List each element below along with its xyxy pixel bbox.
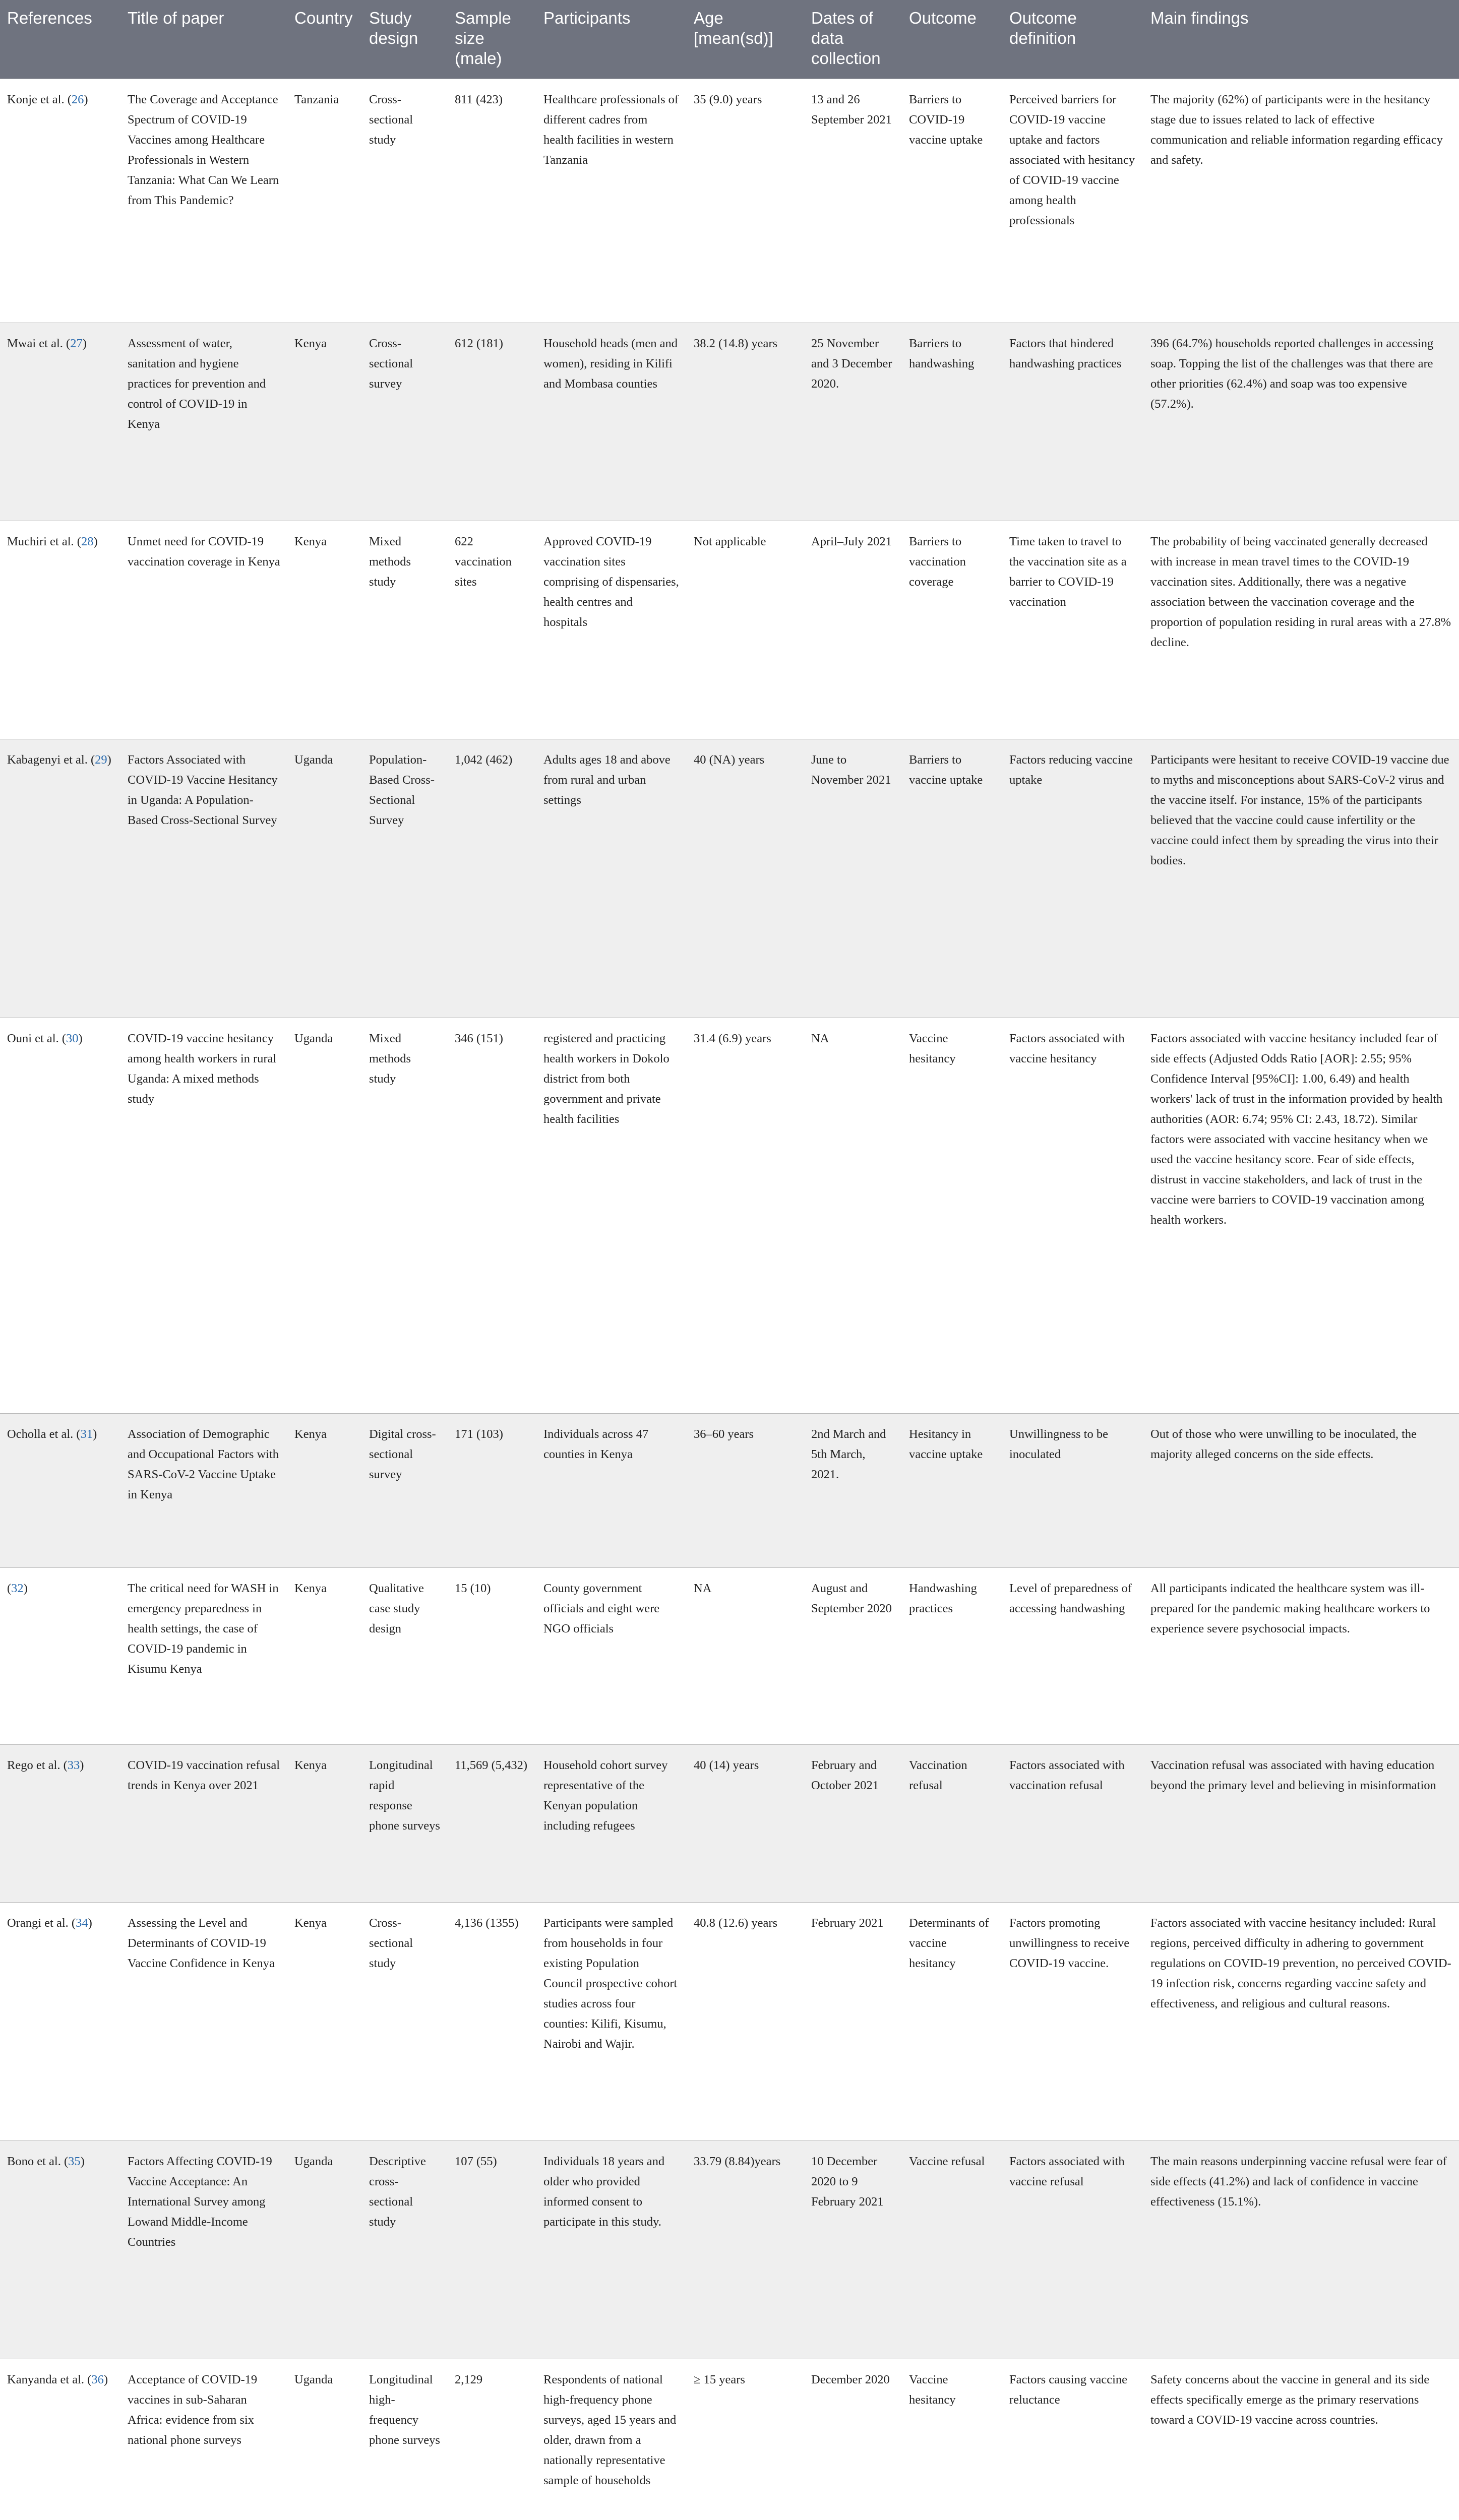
- cell-country: Kenya: [287, 521, 362, 739]
- table-row: [0, 521, 1459, 739]
- header-outcome-definition: Outcome definition: [1002, 0, 1143, 79]
- reference-author: Ouni et al. (: [7, 1031, 67, 1045]
- cell-participants: County government officials and eight were NGO officials: [536, 1567, 687, 1744]
- table-row: [0, 1018, 1459, 1413]
- cell-reference: [0, 1567, 120, 1744]
- cell-participants: Participants were sampled from households in four existing Population Council prospective cohort studies across four counties: Kilifi, Kisumu, Nairobi and Wajir.: [536, 1902, 687, 2140]
- header-study-design: Study design: [362, 0, 448, 79]
- cell-country: Uganda: [287, 2140, 362, 2359]
- cell-sample-size: 811 (423): [448, 79, 536, 323]
- cell-outcome: Barriers to vaccination coverage: [902, 521, 1002, 739]
- cell-main-findings: 396 (64.7%) households reported challenges in accessing soap. Topping the list of the challenges was that there are other priorities (62.4%) and soap was too expensive (57.2%).: [1143, 323, 1459, 521]
- cell-outcome: Vaccine hesitancy: [902, 1018, 1002, 1413]
- cell-outcome-definition: Unwillingness to be inoculated: [1002, 1413, 1143, 1567]
- cell-sample-size: 11,569 (5,432): [448, 1744, 536, 1902]
- header-main-findings: Main findings: [1143, 0, 1459, 79]
- cell-participants: registered and practicing health workers in Dokolo district from both government and private health facilities: [536, 1018, 687, 1413]
- table-row: [0, 1744, 1459, 1902]
- cell-reference: [0, 2359, 120, 2520]
- cell-age: 38.2 (14.8) years: [687, 323, 804, 521]
- cell-study-design: Cross-sectional survey: [362, 323, 448, 521]
- cell-country: Kenya: [287, 1744, 362, 1902]
- cell-title: The critical need for WASH in emergency preparedness in health settings, the case of COVID-19 pandemic in Kisumu Kenya: [120, 1567, 287, 1744]
- cell-outcome: Barriers to COVID-19 vaccine uptake: [902, 79, 1002, 323]
- reference-author: Mwai et al. (: [7, 336, 71, 350]
- cell-title: Acceptance of COVID-19 vaccines in sub-Saharan Africa: evidence from six national phone surveys: [120, 2359, 287, 2520]
- cell-study-design: Qualitative case study design: [362, 1567, 448, 1744]
- reference-author: Konje et al. (: [7, 92, 72, 106]
- header-references: References: [0, 0, 120, 79]
- cell-dates: April–July 2021: [804, 521, 902, 739]
- cell-sample-size: 15 (10): [448, 1567, 536, 1744]
- reference-close: ): [88, 1916, 92, 1930]
- header-country: Country: [287, 0, 362, 79]
- cell-outcome-definition: Level of preparedness of accessing handwashing: [1002, 1567, 1143, 1744]
- table-row: [0, 1902, 1459, 2140]
- cell-title: Factors Affecting COVID-19 Vaccine Acceptance: An International Survey among Lowand Middle-Income Countries: [120, 2140, 287, 2359]
- cell-dates: February 2021: [804, 1902, 902, 2140]
- cell-title: Assessing the Level and Determinants of COVID-19 Vaccine Confidence in Kenya: [120, 1902, 287, 2140]
- cell-title: Factors Associated with COVID-19 Vaccine Hesitancy in Uganda: A Population-Based Cross-Sectional Survey: [120, 739, 287, 1018]
- cell-outcome-definition: Factors associated with vaccine hesitancy: [1002, 1018, 1143, 1413]
- cell-country: Tanzania: [287, 79, 362, 323]
- header-participants: Participants: [536, 0, 687, 79]
- cell-age: ≥ 15 years: [687, 2359, 804, 2520]
- cell-reference: [0, 1413, 120, 1567]
- cell-age: Not applicable: [687, 521, 804, 739]
- reference-link[interactable]: 29: [95, 752, 107, 767]
- header-row: [0, 0, 1459, 79]
- reference-close: ): [80, 2154, 85, 2168]
- cell-sample-size: 1,042 (462): [448, 739, 536, 1018]
- reference-author: Rego et al. (: [7, 1758, 68, 1772]
- reference-link[interactable]: 35: [68, 2154, 81, 2168]
- reference-close: ): [78, 1031, 83, 1045]
- cell-outcome-definition: Perceived barriers for COVID-19 vaccine uptake and factors associated with hesitancy of COVID-19 vaccine among health professionals: [1002, 79, 1143, 323]
- cell-participants: Individuals 18 years and older who provided informed consent to participate in this study.: [536, 2140, 687, 2359]
- reference-author: Kanyanda et al. (: [7, 2372, 92, 2386]
- reference-link[interactable]: 26: [71, 92, 84, 106]
- cell-study-design: Population-Based Cross-Sectional Survey: [362, 739, 448, 1018]
- reference-link[interactable]: 30: [66, 1031, 79, 1045]
- cell-outcome: Handwashing practices: [902, 1567, 1002, 1744]
- cell-outcome: Determinants of vaccine hesitancy: [902, 1902, 1002, 2140]
- cell-dates: June to November 2021: [804, 739, 902, 1018]
- cell-sample-size: 107 (55): [448, 2140, 536, 2359]
- reference-link[interactable]: 33: [67, 1758, 80, 1772]
- cell-country: Uganda: [287, 1018, 362, 1413]
- reference-close: ): [93, 534, 98, 548]
- cell-dates: 2nd March and 5th March, 2021.: [804, 1413, 902, 1567]
- cell-reference: [0, 323, 120, 521]
- cell-title: Unmet need for COVID-19 vaccination coverage in Kenya: [120, 521, 287, 739]
- cell-age: 33.79 (8.84)years: [687, 2140, 804, 2359]
- reference-close: ): [82, 336, 87, 350]
- reference-link[interactable]: 28: [81, 534, 94, 548]
- reference-close: ): [93, 1427, 97, 1441]
- cell-country: Uganda: [287, 739, 362, 1018]
- cell-country: Uganda: [287, 2359, 362, 2520]
- table-row: [0, 2140, 1459, 2359]
- cell-country: Kenya: [287, 1902, 362, 2140]
- reference-link[interactable]: 31: [80, 1427, 93, 1441]
- cell-dates: 13 and 26 September 2021: [804, 79, 902, 323]
- reference-close: ): [80, 1758, 84, 1772]
- cell-outcome-definition: Time taken to travel to the vaccination site as a barrier to COVID-19 vaccination: [1002, 521, 1143, 739]
- header-title: Title of paper: [120, 0, 287, 79]
- cell-participants: Household cohort survey representative of the Kenyan population including refugees: [536, 1744, 687, 1902]
- cell-outcome: Barriers to handwashing: [902, 323, 1002, 521]
- cell-reference: [0, 739, 120, 1018]
- cell-sample-size: 612 (181): [448, 323, 536, 521]
- table-row: [0, 739, 1459, 1018]
- cell-age: 40 (NA) years: [687, 739, 804, 1018]
- table-row: [0, 79, 1459, 323]
- cell-title: The Coverage and Acceptance Spectrum of COVID-19 Vaccines among Healthcare Professionals in Western Tanzania: What Can We Learn from This Pandemic?: [120, 79, 287, 323]
- reference-link[interactable]: 32: [11, 1581, 24, 1595]
- cell-participants: Adults ages 18 and above from rural and urban settings: [536, 739, 687, 1018]
- cell-age: 40.8 (12.6) years: [687, 1902, 804, 2140]
- cell-participants: Healthcare professionals of different cadres from health facilities in western Tanzania: [536, 79, 687, 323]
- reference-link[interactable]: 34: [76, 1916, 88, 1930]
- cell-reference: [0, 521, 120, 739]
- cell-age: 35 (9.0) years: [687, 79, 804, 323]
- cell-study-design: Descriptive cross-sectional study: [362, 2140, 448, 2359]
- cell-reference: [0, 79, 120, 323]
- cell-age: 40 (14) years: [687, 1744, 804, 1902]
- cell-title: COVID-19 vaccine hesitancy among health workers in rural Uganda: A mixed methods study: [120, 1018, 287, 1413]
- cell-dates: NA: [804, 1018, 902, 1413]
- cell-outcome: Vaccine refusal: [902, 2140, 1002, 2359]
- cell-study-design: Mixed methods study: [362, 521, 448, 739]
- reference-link[interactable]: 36: [91, 2372, 104, 2386]
- cell-main-findings: Vaccination refusal was associated with having education beyond the primary level and believing in misinformation: [1143, 1744, 1459, 1902]
- reference-link[interactable]: 27: [70, 336, 83, 350]
- table-body: [0, 79, 1459, 2520]
- cell-study-design: Longitudinal high-frequency phone surveys: [362, 2359, 448, 2520]
- table-row: [0, 1567, 1459, 1744]
- reference-close: ): [23, 1581, 28, 1595]
- cell-sample-size: 2,129: [448, 2359, 536, 2520]
- cell-outcome: Vaccine hesitancy: [902, 2359, 1002, 2520]
- cell-sample-size: 346 (151): [448, 1018, 536, 1413]
- reference-author: Bono et al. (: [7, 2154, 69, 2168]
- header-sample-size: Sample size (male): [448, 0, 536, 79]
- cell-dates: February and October 2021: [804, 1744, 902, 1902]
- cell-outcome-definition: Factors associated with vaccine refusal: [1002, 2140, 1143, 2359]
- cell-participants: Household heads (men and women), residing in Kilifi and Mombasa counties: [536, 323, 687, 521]
- cell-study-design: Longitudinal rapid response phone surveys: [362, 1744, 448, 1902]
- cell-age: NA: [687, 1567, 804, 1744]
- cell-study-design: Cross-sectional study: [362, 1902, 448, 2140]
- reference-author: Orangi et al. (: [7, 1916, 76, 1930]
- cell-age: 36–60 years: [687, 1413, 804, 1567]
- cell-main-findings: Factors associated with vaccine hesitancy included: Rural regions, perceived difficulty in adhering to government regulations on COVID-19 prevention, no perceived COVID-19 infection risk, concerns regarding vaccine safety and effectiveness, and religious and cultural reasons.: [1143, 1902, 1459, 2140]
- cell-participants: Respondents of national high-frequency phone surveys, aged 15 years and older, drawn from a nationally representative sample of households: [536, 2359, 687, 2520]
- cell-dates: August and September 2020: [804, 1567, 902, 1744]
- cell-participants: Individuals across 47 counties in Kenya: [536, 1413, 687, 1567]
- cell-outcome: Hesitancy in vaccine uptake: [902, 1413, 1002, 1567]
- header-outcome: Outcome: [902, 0, 1002, 79]
- table-row: [0, 323, 1459, 521]
- cell-main-findings: The majority (62%) of participants were in the hesitancy stage due to issues related to lack of effective communication and reliable information regarding efficacy and safety.: [1143, 79, 1459, 323]
- cell-reference: [0, 1902, 120, 2140]
- cell-title: COVID-19 vaccination refusal trends in Kenya over 2021: [120, 1744, 287, 1902]
- table-row: [0, 2359, 1459, 2520]
- cell-outcome: Vaccination refusal: [902, 1744, 1002, 1902]
- cell-outcome-definition: Factors reducing vaccine uptake: [1002, 739, 1143, 1018]
- cell-country: Kenya: [287, 1567, 362, 1744]
- cell-main-findings: Factors associated with vaccine hesitancy included fear of side effects (Adjusted Odds Ratio [AOR]: 2.55; 95% Confidence Interval [95%CI]: 1.00, 6.49) and health workers' lack of trust in the information provided by health authorities (AOR: 6.74; 95% CI: 2.43, 18.72). Similar factors were associated with vaccine hesitancy when we used the vaccine hesitancy score. Fear of side effects, distrust in vaccine stakeholders, and lack of trust in the vaccine were barriers to COVID-19 vaccination among health workers.: [1143, 1018, 1459, 1413]
- reference-author: Muchiri et al. (: [7, 534, 81, 548]
- cell-sample-size: 171 (103): [448, 1413, 536, 1567]
- cell-reference: [0, 1744, 120, 1902]
- cell-outcome-definition: Factors that hindered handwashing practices: [1002, 323, 1143, 521]
- cell-main-findings: The main reasons underpinning vaccine refusal were fear of side effects (41.2%) and lack of confidence in vaccine effectiveness (15.1%).: [1143, 2140, 1459, 2359]
- cell-outcome: Barriers to vaccine uptake: [902, 739, 1002, 1018]
- cell-dates: 25 November and 3 December 2020.: [804, 323, 902, 521]
- cell-main-findings: Out of those who were unwilling to be inoculated, the majority alleged concerns on the side effects.: [1143, 1413, 1459, 1567]
- table-row: [0, 1413, 1459, 1567]
- cell-title: Association of Demographic and Occupational Factors with SARS-CoV-2 Vaccine Uptake in Kenya: [120, 1413, 287, 1567]
- cell-outcome-definition: Factors associated with vaccination refusal: [1002, 1744, 1143, 1902]
- cell-main-findings: The probability of being vaccinated generally decreased with increase in mean travel times to the COVID-19 vaccination sites. Additionally, there was a negative association between the vaccination coverage and the proportion of population residing in rural areas with a 27.8% decline.: [1143, 521, 1459, 739]
- reference-close: ): [84, 92, 88, 106]
- cell-main-findings: Participants were hesitant to receive COVID-19 vaccine due to myths and misconceptions about SARS-CoV-2 virus and the vaccine itself. For instance, 15% of the participants believed that the vaccine could cause infertility or the vaccine could infect them by spreading the virus into their bodies.: [1143, 739, 1459, 1018]
- table-header: [0, 0, 1459, 79]
- header-dates: Dates of data collection: [804, 0, 902, 79]
- cell-main-findings: All participants indicated the healthcare system was ill-prepared for the pandemic making healthcare workers to experience severe psychosocial impacts.: [1143, 1567, 1459, 1744]
- cell-outcome-definition: Factors promoting unwillingness to receive COVID-19 vaccine.: [1002, 1902, 1143, 2140]
- reference-close: ): [107, 752, 111, 767]
- reference-author: Ocholla et al. (: [7, 1427, 81, 1441]
- cell-country: Kenya: [287, 1413, 362, 1567]
- cell-sample-size: 4,136 (1355): [448, 1902, 536, 2140]
- cell-reference: [0, 2140, 120, 2359]
- cell-country: Kenya: [287, 323, 362, 521]
- cell-reference: [0, 1018, 120, 1413]
- cell-sample-size: 622 vaccination sites: [448, 521, 536, 739]
- reference-close: ): [103, 2372, 108, 2386]
- cell-study-design: Mixed methods study: [362, 1018, 448, 1413]
- cell-study-design: Digital cross-sectional survey: [362, 1413, 448, 1567]
- reference-author: (: [7, 1581, 12, 1595]
- cell-dates: December 2020: [804, 2359, 902, 2520]
- cell-study-design: Cross-sectional study: [362, 79, 448, 323]
- cell-age: 31.4 (6.9) years: [687, 1018, 804, 1413]
- cell-dates: 10 December 2020 to 9 February 2021: [804, 2140, 902, 2359]
- cell-main-findings: Safety concerns about the vaccine in general and its side effects specifically emerge as the primary reservations toward a COVID-19 vaccine across countries.: [1143, 2359, 1459, 2520]
- reference-author: Kabagenyi et al. (: [7, 752, 95, 767]
- header-age: Age [mean(sd)]: [687, 0, 804, 79]
- cell-outcome-definition: Factors causing vaccine reluctance: [1002, 2359, 1143, 2520]
- cell-participants: Approved COVID-19 vaccination sites comprising of dispensaries, health centres and hospitals: [536, 521, 687, 739]
- cell-title: Assessment of water, sanitation and hygiene practices for prevention and control of COVID-19 in Kenya: [120, 323, 287, 521]
